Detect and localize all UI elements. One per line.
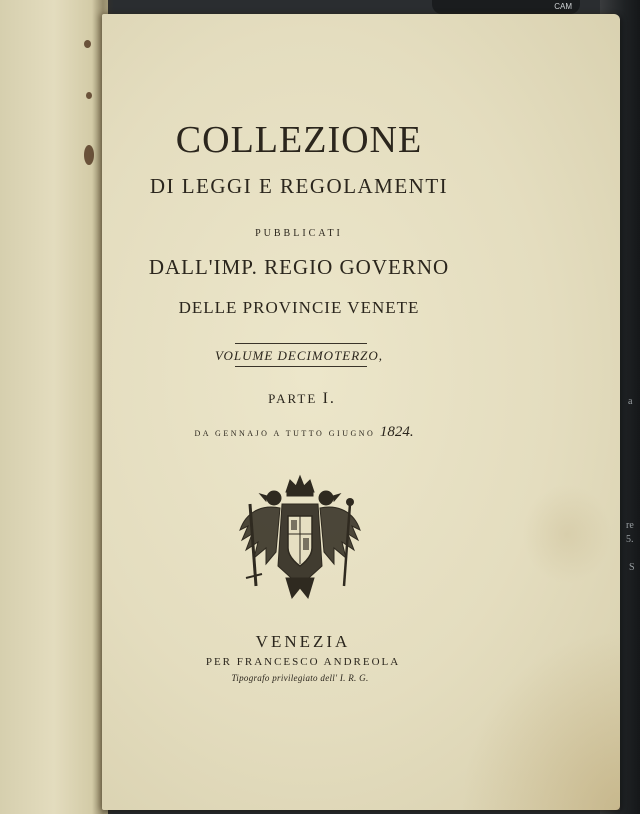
book-title: COLLEZIONE bbox=[175, 119, 423, 161]
background-fragment: S bbox=[629, 562, 635, 573]
background-fragment: a bbox=[628, 396, 633, 407]
period-text: DA GENNAJO A TUTTO GIUGNO bbox=[194, 429, 376, 438]
printer-privilege: Tipografo privilegiato dell' I. R. G. bbox=[231, 673, 369, 683]
paper-foxing bbox=[460, 630, 620, 810]
stain-mark bbox=[84, 40, 91, 48]
part-line bbox=[268, 390, 336, 408]
part-number: I. bbox=[322, 390, 336, 407]
background-fragment: re bbox=[626, 520, 634, 531]
provinces-line: DELLE PROVINCIE VENETE bbox=[178, 298, 420, 317]
book-subtitle: DI LEGGI E REGOLAMENTI bbox=[149, 174, 449, 198]
government-line: DALL'IMP. REGIO GOVERNO bbox=[148, 255, 450, 279]
volume-rule-top bbox=[235, 343, 367, 344]
publication-city: VENEZIA bbox=[255, 632, 351, 651]
background-fragment: 5. bbox=[626, 534, 634, 545]
double-headed-eagle-crest-icon bbox=[232, 474, 368, 602]
volume-rule-bottom bbox=[235, 366, 367, 367]
period-year: 1824. bbox=[379, 424, 414, 440]
camera-label: CAM bbox=[554, 2, 572, 11]
part-label: PARTE bbox=[268, 391, 318, 406]
period-line bbox=[194, 424, 413, 441]
paper-stain bbox=[522, 484, 612, 584]
volume-label: VOLUME DECIMOTERZO, bbox=[214, 348, 384, 363]
printer-name: PER FRANCESCO ANDREOLA bbox=[205, 656, 401, 668]
published-by: PUBBLICATI bbox=[255, 228, 343, 239]
camera-badge bbox=[432, 0, 580, 14]
